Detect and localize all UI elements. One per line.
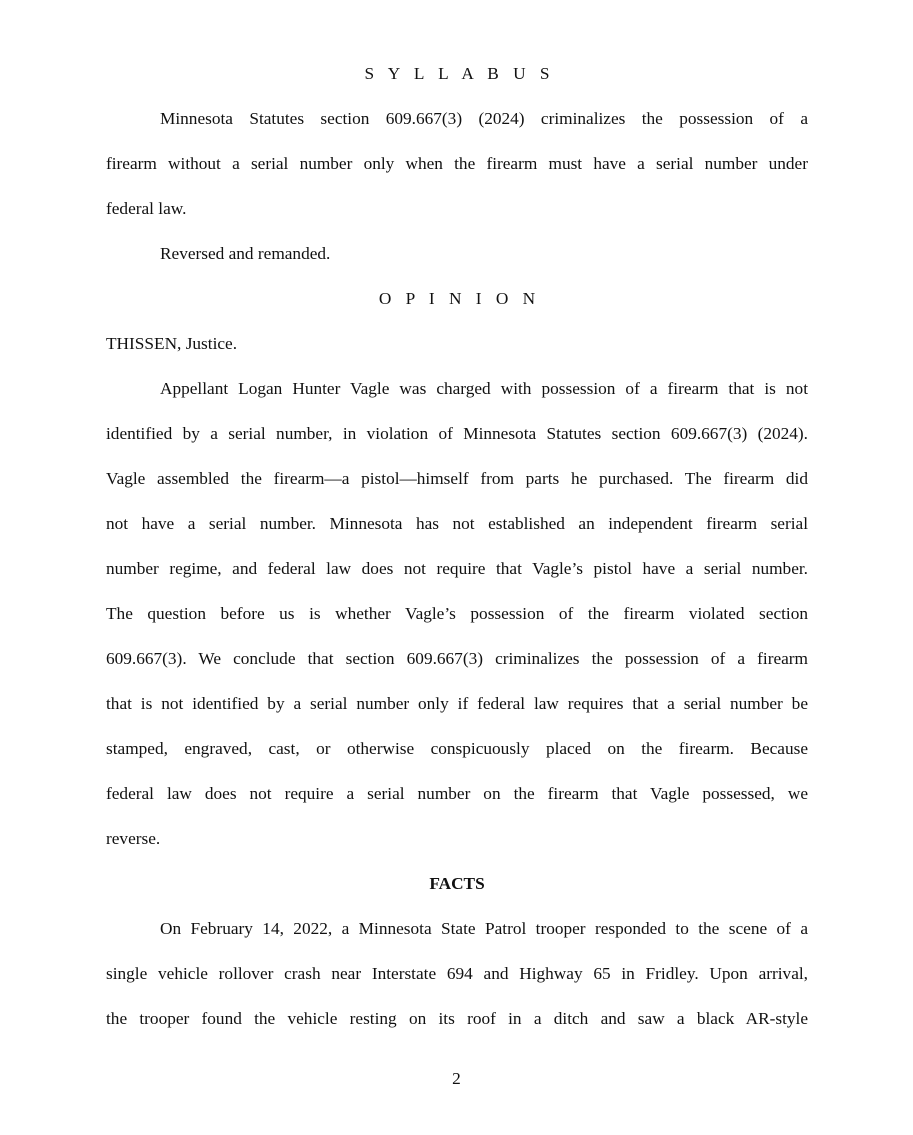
paragraph-line: 609.667(3). We conclude that section 609.667(3) criminalizes the possession of a firearm [106,649,808,668]
facts-heading: FACTS [429,874,485,893]
syllabus-heading: S Y L L A B U S [364,64,555,83]
paragraph-line: federal law does not require a serial number on the firearm that Vagle possessed, we [106,784,808,803]
syllabus-paragraph [106,108,808,243]
opinion-heading: O P I N I O N [378,289,541,308]
paragraph-line: the trooper found the vehicle resting on its roof in a ditch and saw a black AR-style [106,1009,808,1028]
facts-paragraph [106,918,808,1053]
paragraph-line: Appellant Logan Hunter Vagle was charged with possession of a firearm that is not [160,379,808,398]
page-number: 2 [452,1069,461,1088]
paragraph-line: identified by a serial number, in violation of Minnesota Statutes section 609.667(3) (2024). [106,424,808,443]
paragraph-line: Minnesota Statutes section 609.667(3) (2024) criminalizes the possession of a [160,109,808,128]
paragraph-line: firearm without a serial number only when the firearm must have a serial number under [106,154,808,173]
paragraph-line: On February 14, 2022, a Minnesota State Patrol trooper responded to the scene of a [160,919,808,938]
paragraph-line: not have a serial number. Minnesota has not established an independent firearm serial [106,514,808,533]
paragraph-line: that is not identified by a serial number only if federal law requires that a serial number be [106,694,808,713]
paragraph-line: single vehicle rollover crash near Interstate 694 and Highway 65 in Fridley. Upon arrival, [106,964,808,983]
paragraph-line: reverse. [106,829,161,848]
paragraph-line: The question before us is whether Vagle’s possession of the firearm violated section [106,604,808,623]
paragraph-line: federal law. [106,199,187,218]
paragraph-line: stamped, engraved, cast, or otherwise conspicuously placed on the firearm. Because [106,739,808,758]
paragraph-line: Vagle assembled the firearm—a pistol—himself from parts he purchased. The firearm did [106,469,808,488]
disposition: Reversed and remanded. [160,244,331,263]
paragraph-line: number regime, and federal law does not require that Vagle’s pistol have a serial number. [106,559,808,578]
opinion-paragraph [106,378,808,873]
document-page [106,63,808,1053]
author-line: THISSEN, Justice. [106,334,238,353]
